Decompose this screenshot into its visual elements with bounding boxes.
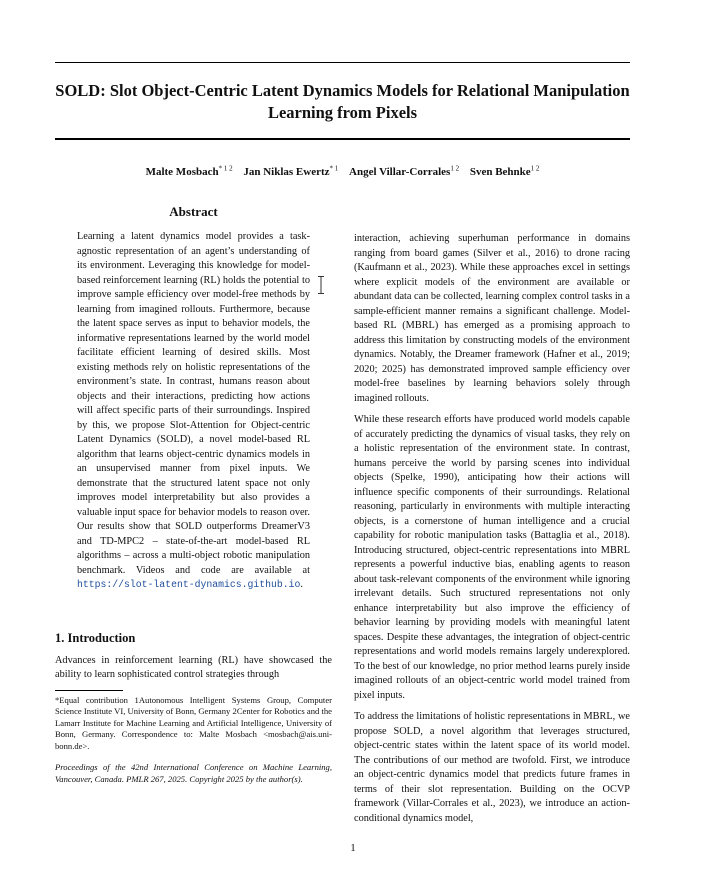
text-cursor-icon <box>318 276 324 294</box>
intro-paragraph-1-start: Advances in reinforcement learning (RL) have showcased the ability to learn sophisticated control strategies through <box>55 654 332 680</box>
paper-title: SOLD: Slot Object-Centric Latent Dynamics Models for Relational Manipulation Learning from Pixels <box>55 81 630 122</box>
author-list <box>55 164 630 178</box>
affiliation-footnote: *Equal contribution 1Autonomous Intelligent Systems Group, Computer Science Institute VI, University of Bonn, Germany 2Center for Robotics and the Lamarr Institute for Machine Learning and Artificial Intelligence, University of Bonn, Germany. Correspondence to: Malte Mosbach <mosbach@ais.uni-bonn.de>. <box>55 694 332 751</box>
title-top-rule <box>55 62 630 63</box>
page-number: 1 <box>350 842 356 854</box>
intro-paragraph-2: While these research efforts have produced world models capable of accurately predicting the dynamics of visual tasks, they rely on a holistic representation of the environment state. In contrast, humans perceive the world by parsing scenes into individual objects (Spelke, 1990), anticipating how their actions will influence specific components of their surroundings. Relational reasoning, particularly in environments with multiple interacting objects, is a cornerstone of human intelligence and a crucial capability for robotic manipulation tasks (Battaglia et al., 2018). Introducing structured, object-centric representations into MBRL represents a powerful inductive bias, enabling agents to reason about task-relevant components of the environment while ignoring irrelevant details. Such structured representations not only enhance interpretability but also improve the efficiency of behavior learning by providing models with meaningful latent spaces. Despite these advantages, the integration of object-centric representations and world models remains largely underexplored. To the best of our knowledge, no prior method learns purely inside imagined rollouts of an object-centric world model trained from pixel inputs. <box>354 414 630 701</box>
abstract-heading: Abstract <box>169 204 218 219</box>
intro-paragraph-3: To address the limitations of holistic representations in MBRL, we propose SOLD, a novel algorithm that leverages structured, object-centric states within the latent space of its world model. The contributions of our method are twofold. First, we introduce an object-centric dynamics model that predicts future frames in terms of their slot representation. Building on the OCVP framework (Villar-Corrales et al., 2023), we introduce an action-conditional dynamics model, <box>354 711 630 824</box>
right-column <box>354 232 630 833</box>
abstract-body: Learning a latent dynamics model provides a task-agnostic representation of an agent’s understanding of its environment. Leveraging this knowledge for model-based reinforcement learning (RL) holds the potential to improve sample efficiency over model-free methods by learning from imagined rollouts. Furthermore, because the latent space serves as input to behavior models, the informative representations learned by the world model facilitate efficient learning of desired skills. Most existing methods rely on holistic representations of the environment’s state. In contrast, humans reason about objects and their interactions, predicting how actions will affect specific parts of their surroundings. Inspired by this, we propose Slot-Attention for Object-centric Latent Dynamics (SOLD), a novel model-based RL algorithm that learns object-centric dynamics models in an unsupervised manner from pixel inputs. We demonstrate that the structured latent space not only improves model interpretability but also provides a valuable input space for behavior models to reason over. Our results show that SOLD outperforms DreamerV3 and TD-MPC2 – state-of-the-art model-based RL algorithms – across a multi-object robotic manipulation benchmark. Videos and code are available at https://slot-latent-dynamics.github.io. <box>77 231 310 590</box>
intro-heading: 1. Introduction <box>55 630 136 645</box>
footnote-rule <box>55 690 123 691</box>
author-3: Angel Villar-Corrales$^{1 2}$ <box>349 164 460 178</box>
title-bottom-rule <box>55 138 630 140</box>
author-1: Malte Mosbach$^{* 1 2}$ <box>145 164 233 178</box>
project-link[interactable]: https://slot-latent-dynamics.github.io <box>77 579 301 590</box>
proceedings-footnote: Proceedings of the 42nd International Conference on Machine Learning, Vancouver, Canada. PMLR 267, 2025. Copyright 2025 by the author(s). <box>55 762 332 784</box>
left-column <box>55 204 332 795</box>
author-2: Jan Niklas Ewertz$^{* 1}$ <box>243 164 339 178</box>
intro-paragraph-1-cont: interaction, achieving superhuman performance in domains ranging from board games (Silver et al., 2016) to drone racing (Kaufmann et al., 2023). While these approaches excel in settings where explicit models of the environment are available or abundant data can be collected, learning complex control tasks in a sample-efficient manner remains a significant challenge. Model-based RL (MBRL) has emerged as a promising approach to address this limitation by constructing models of the environment dynamics. Notably, the Dreamer framework (Hafner et al., 2019; 2020; 2025) has demonstrated improved sample efficiency over model-free baselines by learning behaviors solely through imagined rollouts. <box>354 233 630 404</box>
author-4: Sven Behnke$^{1 2}$ <box>469 164 540 178</box>
